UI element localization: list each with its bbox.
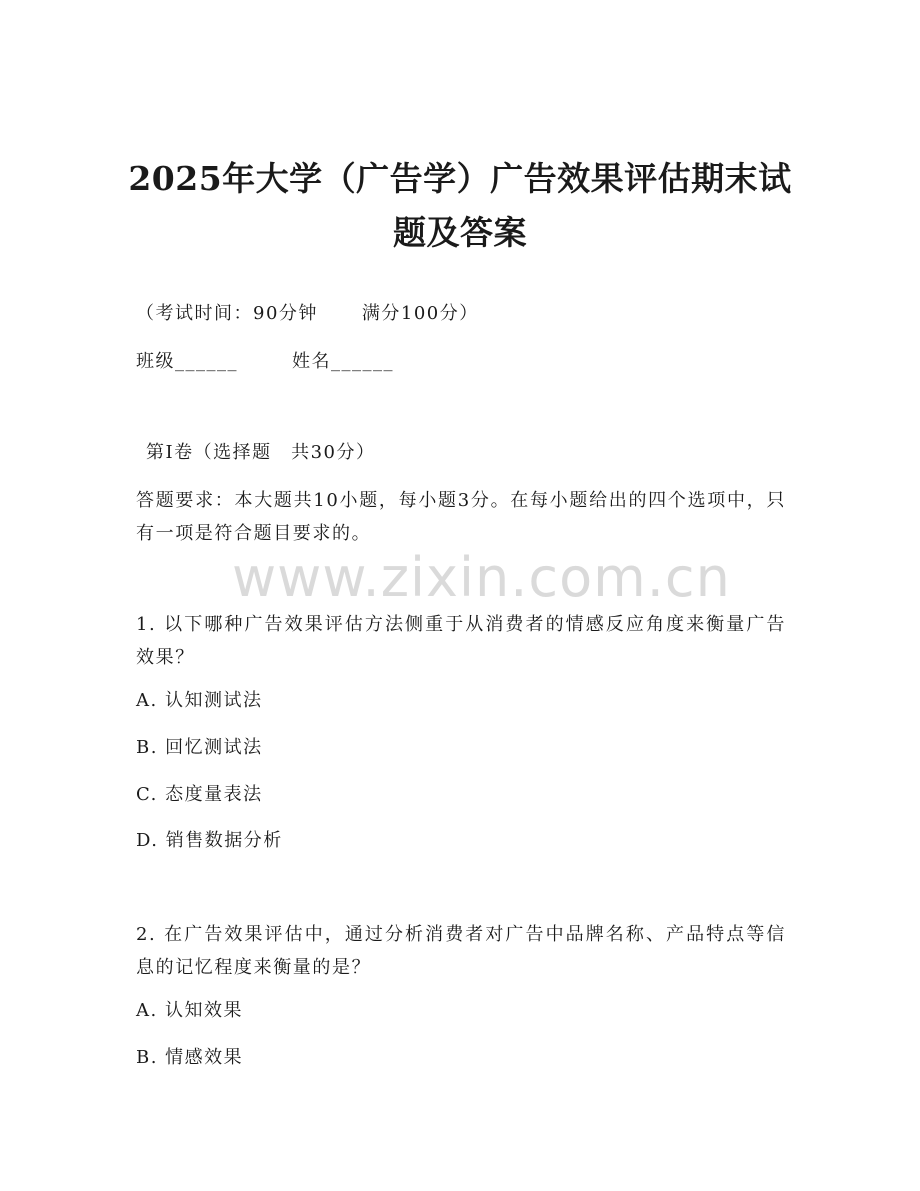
watermark: www.zixin.com.cn [232,546,731,609]
question-2-option-b: B. 情感效果 [136,1047,244,1068]
question-1-stem: 1. 以下哪种广告效果评估方法侧重于从消费者的情感反应角度来衡量广告效果？ [136,614,786,668]
student-info [136,347,394,377]
question-1-option-a: A. 认知测试法 [136,690,263,711]
question-1-option-b: B. 回忆测试法 [136,737,263,758]
name-field-label: 姓名______ [292,351,394,372]
question-2-stem: 2. 在广告效果评估中，通过分析消费者对广告中品牌名称、产品特点等信息的记忆程度来衡量的是？ [136,924,786,978]
document-title: 2025年大学（广告学）广告效果评估期末试题及答案 [128,159,792,252]
exam-time: （考试时间：90分钟 [136,303,318,324]
class-field-label: 班级______ [136,351,238,372]
question-1-option-c: C. 态度量表法 [136,784,263,805]
exam-info [136,299,479,329]
question-2-option-a: A. 认知效果 [136,1000,243,1021]
question-1-option-d: D. 销售数据分析 [136,830,283,851]
section-instructions: 答题要求：本大题共10小题，每小题3分。在每小题给出的四个选项中，只有一项是符合题目要求的。 [136,490,786,544]
exam-score: 满分100分） [361,303,479,324]
section-heading: 第I卷（选择题 共30分） [146,442,376,463]
